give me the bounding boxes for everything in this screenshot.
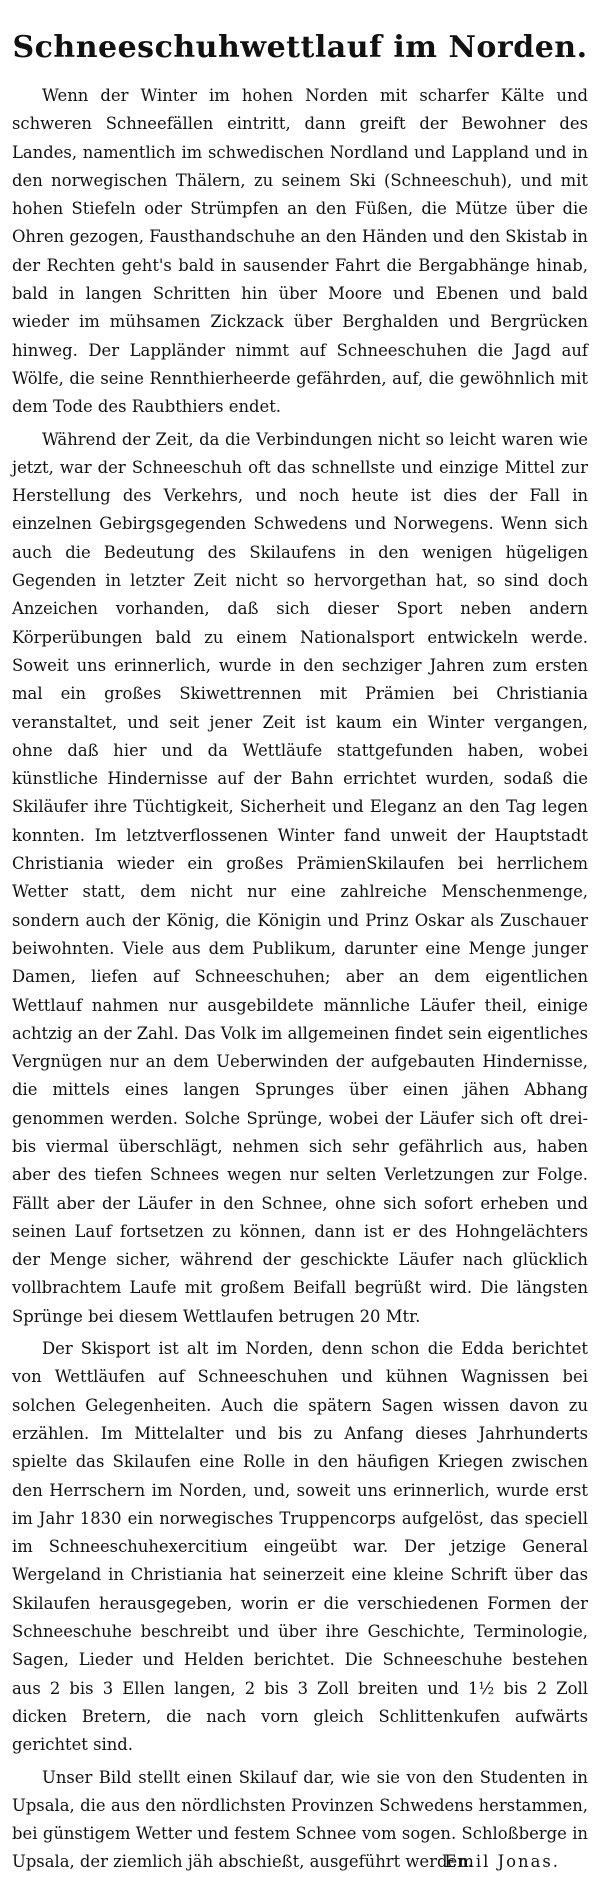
author-signature: Emil Jonas.	[444, 1852, 560, 1872]
paragraph-2: Während der Zeit, da die Verbindungen nicht so leicht waren wie jetzt, war der Schneeschuh oft das schnellste und einzige Mittel zur Herstellung des Verkehrs, und noch heute ist dies der Fall in einzelnen Gebirgsgegenden Schwedens und Norwegens. Wenn sich auch die Bedeutung des Skilaufens in den wenigen hügeligen Gegenden in letzter Zeit nicht so hervorgethan hat, so sind doch Anzeichen vorhanden, daß sich dieser Sport neben andern Körperübungen bald zu einem Nationalsport entwickeln werde. Soweit uns erinnerlich, wurde in den sechziger Jahren zum ersten mal ein großes Skiwettrennen mit Prämien bei Christiania veranstaltet, und seit jener Zeit ist kaum ein Winter vergangen, ohne daß hier und da Wettläufe stattgefunden haben, wobei künstliche Hindernisse auf der Bahn errichtet wurden, sodaß die Skiläufer ihre Tüchtigkeit, Sicherheit und Eleganz an den Tag legen konnten. Im letztverflossenen Winter fand unweit der Hauptstadt Christiania wieder ein großes PrämienSkilaufen bei herrlichem Wetter statt, dem nicht nur eine zahlreiche Menschenmenge, sondern auch der König, die Königin und Prinz Oskar als Zuschauer beiwohnten. Viele aus dem Publikum, darunter eine Menge junger Damen, liefen auf Schneeschuhen; aber an dem eigentlichen Wettlauf nahmen nur ausgebildete männliche Läufer theil, einige achtzig an der Zahl. Das Volk im allgemeinen findet sein eigentliches Vergnügen nur an dem Ueberwinden der aufgebauten Hindernisse, die mittels eines langen Sprunges über einen jähen Abhang genommen werden. Solche Sprünge, wobei der Läufer sich oft drei- bis viermal überschlägt, nehmen sich sehr gefährlich aus, haben aber des tiefen Schnees wegen nur selten Verletzungen zur Folge. Fällt aber der Läufer in den Schnee, ohne sich sofort erheben und seinen Lauf fortsetzen zu können, dann ist er des Hohngelächters der Menge sicher, während der geschickte Läufer nach glücklich vollbrachtem Laufe mit großem Beifall begrüßt wird. Die längsten Sprünge bei diesem Wettlaufen betrugen 20 Mtr.	[12, 429, 588, 1326]
paragraph-4: Unser Bild stellt einen Skilauf dar, wie sie von den Studenten in Upsala, die aus den nördlichsten Provinzen Schwedens herstammen, bei günstigem Wetter und festem Schnee vom sogen. Schloßberge in Upsala, der ziemlich jäh abschießt, ausgeführt werden.	[12, 1767, 588, 1872]
paragraph-1: Wenn der Winter im hohen Norden mit scharfer Kälte und schweren Schneefällen eintritt, dann greift der Bewohner des Landes, namentlich im schwedischen Nordland und Lappland und in den norwegischen Thälern, zu seinem Ski (Schneeschuh), und mit hohen Stiefeln oder Strümpfen an den Füßen, die Mütze über die Ohren gezogen, Fausthandschuhe an den Händen und den Skistab in der Rechten geht's bald in sausender Fahrt die Bergabhänge hinab, bald in langen Schritten hin über Moore und Ebenen und bald wieder im mühsamen Zickzack über Berghalden und Bergrücken hinweg. Der Lappländer nimmt auf Schneeschuhen die Jagd auf Wölfe, die seine Rennthierheerde gefährden, auf, die gewöhnlich mit dem Tode des Raubthiers endet.	[12, 86, 588, 417]
article-title: Schneeschuhwettlauf im Norden.	[12, 30, 588, 65]
article-body	[12, 82, 588, 1877]
paragraph-3: Der Skisport ist alt im Norden, denn schon die Edda berichtet von Wettläufen auf Schneeschuhen und kühnen Wagnissen bei solchen Gelegenheiten. Auch die spätern Sagen wissen davon zu erzählen. Im Mittelalter und bis zu Anfang dieses Jahrhunderts spielte das Skilaufen eine Rolle in den häufigen Kriegen zwischen den Herrschern im Norden, und, soweit uns erinnerlich, wurde erst im Jahr 1830 ein norwegisches Truppencorps aufgelöst, das speciell im Schneeschuhexercitium eingeübt war. Der jetzige General Wergeland in Christiania hat seinerzeit eine kleine Schrift über das Skilaufen herausgegeben, worin er die verschiedenen Formen der Schneeschuhe beschreibt und über ihre Geschichte, Terminologie, Sagen, Lieder und Helden berichtet. Die Schneeschuhe bestehen aus 2 bis 3 Ellen langen, 2 bis 3 Zoll breiten und 1½ bis 2 Zoll dicken Bretern, die nach vorn gleich Schlittenkufen aufwärts gerichtet sind.	[12, 1339, 588, 1755]
